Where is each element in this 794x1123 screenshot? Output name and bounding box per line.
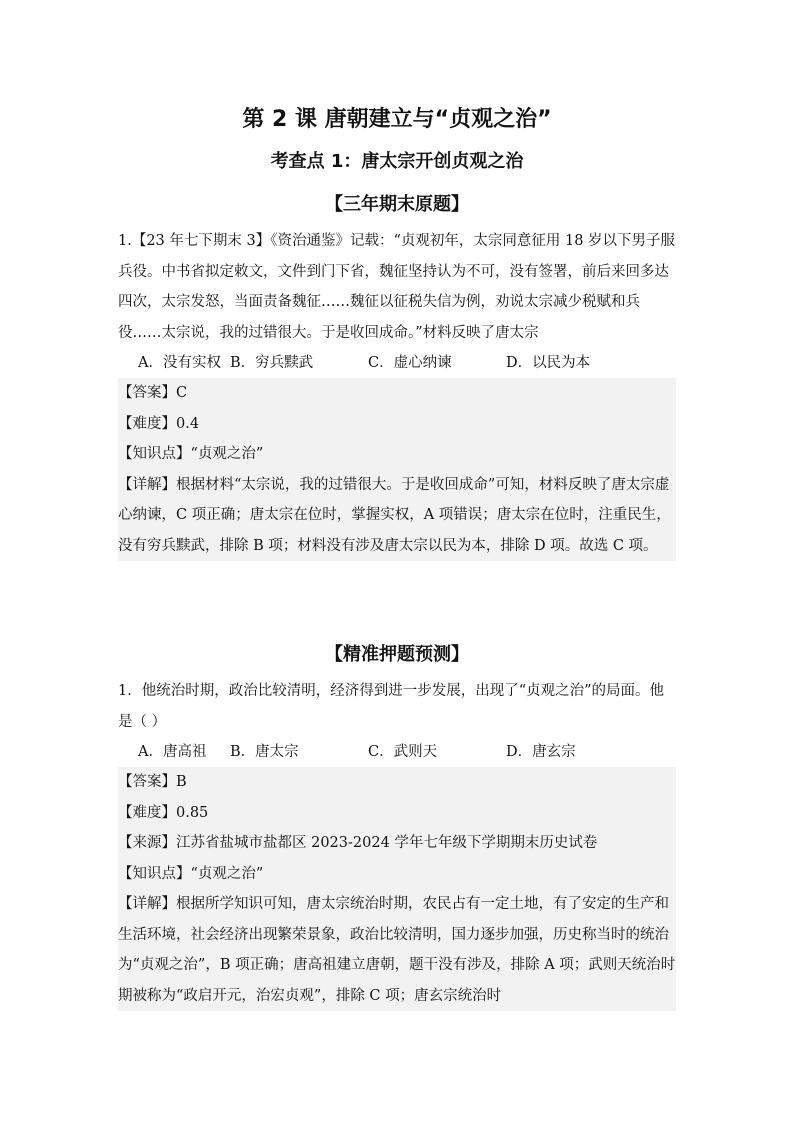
source-line: 【来源】江苏省盐城市盐都区 2023-2024 学年七年级下学期期末历史试卷	[118, 835, 598, 851]
option-c: C．武则天	[368, 744, 438, 760]
answer-line: 【答案】C	[118, 385, 188, 401]
difficulty-line: 【难度】0.4	[118, 415, 200, 432]
option-a: A．没有实权	[138, 355, 221, 371]
lesson-title: 第 2 课 唐朝建立与“贞观之治”	[242, 107, 552, 132]
knowledge-point-line: 【知识点】“贞观之治”	[118, 865, 264, 882]
options-row	[118, 737, 676, 767]
option-d: D．唐玄宗	[506, 744, 576, 760]
option-b: B．穷兵黩武	[230, 355, 314, 371]
section-heading-predictions: 【精准押题预测】	[325, 644, 469, 665]
options-row	[118, 348, 676, 378]
answer-analysis-box	[118, 767, 676, 1011]
detail-explanation: 【详解】根据材料“太宗说，我的过错很大。于是收回成命”可知，材料反映了唐太宗虚心纳谏，C 项正确；唐太宗在位时，掌握实权，A 项错误；唐太宗在位时，注重民生，没有穷兵黩武，排除 B 项；材料没有涉及唐太宗以民为本，排除 D 项。故选 C 项。	[118, 476, 671, 554]
option-d: D．以民为本	[506, 355, 591, 371]
answer-line: 【答案】B	[118, 774, 187, 790]
question-block-2	[118, 676, 676, 1011]
answer-analysis-box	[118, 378, 676, 561]
option-a: A．唐高祖	[138, 744, 207, 760]
option-c: C．虚心纳谏	[368, 355, 452, 371]
question-text: 1．他统治时期，政治比较清明，经济得到进一步发展，出现了“贞观之治”的局面。他是（ ）	[118, 683, 665, 730]
section-heading-past-exams: 【三年期末原题】	[325, 194, 469, 215]
exam-point-subtitle: 考查点 1：唐太宗开创贞观之治	[270, 151, 524, 172]
knowledge-point-line: 【知识点】“贞观之治”	[118, 446, 264, 462]
question-block-1	[118, 226, 676, 561]
detail-explanation: 【详解】根据所学知识可知，唐太宗统治时期，农民占有一定土地，有了安定的生产和生活环境，社会经济出现繁荣景象，政治比较清明，国力逐步加强，历史称当时的统治为“贞观之治”，B 项正确；唐高祖建立唐朝，题干没有涉及，排除 A 项；武则天统治时期被称为“政启开元，治宏贞观”，排除 C 项；唐玄宗统治时	[118, 896, 676, 1004]
question-text: 1.【23 年七下期末 3】《资治通鉴》记载：“贞观初年，太宗同意征用 18 岁以下男子服兵役。中书省拟定敕文，文件到门下省，魏征坚持认为不可，没有签署，前后来回多达四次，太宗发怒，当面责备魏征……魏征以征税失信为例，劝说太宗减少税赋和兵役……太宗说，我的过错很大。于是收回成命。”材料反映了唐太宗	[118, 233, 676, 341]
difficulty-line: 【难度】0.85	[118, 804, 209, 821]
option-b: B．唐太宗	[230, 744, 299, 760]
